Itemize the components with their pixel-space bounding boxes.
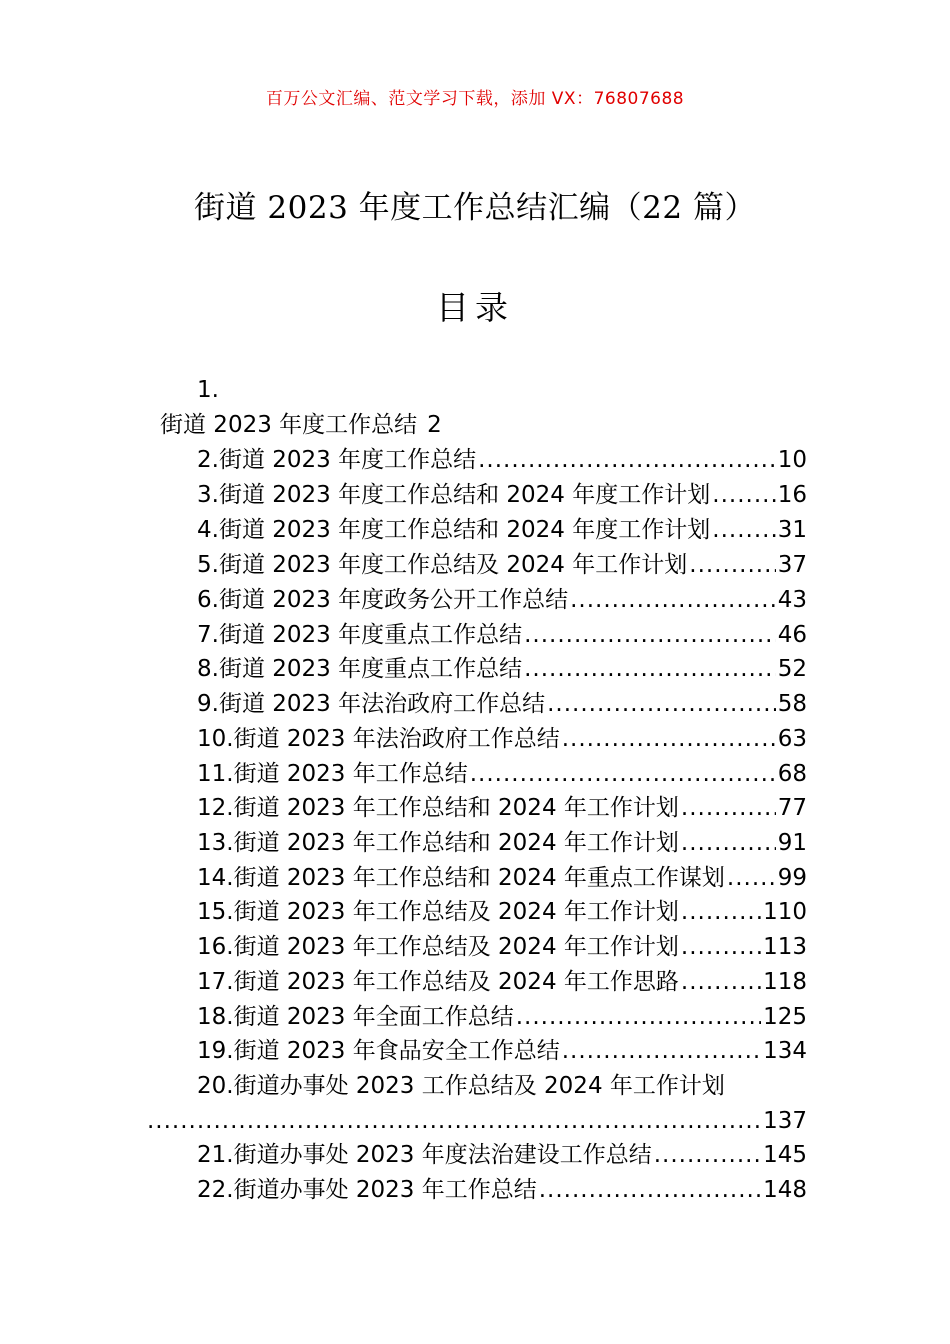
- toc-entry-3[interactable]: [197, 480, 807, 510]
- toc-entry-13[interactable]: [197, 828, 807, 858]
- toc-entry-text: 3.街道 2023 年度工作总结和 2024 年度工作计划: [197, 482, 711, 508]
- toc-entry-page: 31: [777, 517, 807, 543]
- toc-entry-page: 99: [777, 865, 807, 891]
- toc-entry-page: 52: [777, 656, 807, 682]
- toc-entry-15[interactable]: [197, 897, 807, 927]
- toc-entry-text: 12.街道 2023 年工作总结和 2024 年工作计划: [197, 795, 679, 821]
- toc-leader-dots: [712, 480, 775, 510]
- toc-entry-text: 21.街道办事处 2023 年度法治建设工作总结: [197, 1142, 652, 1168]
- toc-entry-text: 6.街道 2023 年度政务公开工作总结: [197, 587, 569, 613]
- toc-entry-page: 10: [777, 447, 807, 473]
- toc-leader-dots: [147, 1106, 761, 1136]
- toc-leader-dots: [562, 1036, 761, 1066]
- promo-banner: 百万公文汇编、范文学习下载，添加 VX：76807688: [265, 89, 685, 109]
- toc-entry-text: 15.街道 2023 年工作总结及 2024 年工作计划: [197, 899, 679, 925]
- toc-entry-page: 134: [763, 1038, 807, 1064]
- toc-entry-text: 11.街道 2023 年工作总结: [197, 761, 468, 787]
- toc-heading: 目录: [436, 288, 514, 327]
- toc-entry-page: 118: [763, 969, 807, 995]
- toc-entry-8[interactable]: [197, 654, 807, 684]
- toc-entry-10[interactable]: [197, 724, 807, 754]
- toc-entry-11[interactable]: [197, 759, 807, 789]
- toc-entry-20-leader[interactable]: [145, 1106, 807, 1136]
- toc-entry-page: 113: [763, 934, 807, 960]
- toc-entry-page: 63: [777, 726, 807, 752]
- toc-entry-text: 13.街道 2023 年工作总结和 2024 年工作计划: [197, 830, 679, 856]
- toc-entry-2[interactable]: [197, 445, 807, 475]
- toc-entry-page: 43: [777, 587, 807, 613]
- toc-entry-page: 110: [763, 899, 807, 925]
- toc-entry-text: 19.街道 2023 年食品安全工作总结: [197, 1038, 560, 1064]
- toc-leader-dots: [727, 863, 776, 893]
- toc-entry-text: 10.街道 2023 年法治政府工作总结: [197, 726, 560, 752]
- toc-leader-dots: [681, 932, 761, 962]
- toc-leader-dots: [524, 620, 776, 650]
- toc-leader-dots: [547, 689, 776, 719]
- toc-entry-1-number: [197, 375, 497, 405]
- toc-leader-dots: [524, 654, 776, 684]
- toc-entry-text: 2.街道 2023 年度工作总结: [197, 447, 477, 473]
- toc-entry-page: 77: [777, 795, 807, 821]
- toc-entry-page: 37: [777, 552, 807, 578]
- toc-entry-page: 16: [777, 482, 807, 508]
- toc-entry-text: 街道 2023 年度工作总结: [160, 412, 418, 438]
- toc-leader-dots: [478, 445, 776, 475]
- toc-entry-16[interactable]: [197, 932, 807, 962]
- toc-leader-dots: [470, 759, 776, 789]
- toc-entry-18[interactable]: [197, 1002, 807, 1032]
- toc-entry-text: 9.街道 2023 年法治政府工作总结: [197, 691, 546, 717]
- toc-entry-5[interactable]: [197, 550, 807, 580]
- toc-entry-1[interactable]: [160, 410, 560, 440]
- toc-leader-dots: [689, 550, 775, 580]
- toc-entry-text: 22.街道办事处 2023 年工作总结: [197, 1177, 537, 1203]
- toc-entry-9[interactable]: [197, 689, 807, 719]
- toc-entry-17[interactable]: [197, 967, 807, 997]
- toc-entry-text: 17.街道 2023 年工作总结及 2024 年工作思路: [197, 969, 679, 995]
- toc-entry-number: 1.: [197, 377, 219, 403]
- toc-entry-6[interactable]: [197, 585, 807, 615]
- toc-leader-dots: [516, 1002, 761, 1032]
- toc-entry-12[interactable]: [197, 793, 807, 823]
- toc-entry-page: 148: [763, 1177, 807, 1203]
- toc-entry-page: 145: [763, 1142, 807, 1168]
- toc-entry-page: 58: [777, 691, 807, 717]
- toc-entry-text: 8.街道 2023 年度重点工作总结: [197, 656, 523, 682]
- toc-entry-page: 91: [777, 830, 807, 856]
- toc-entry-page: 137: [763, 1108, 807, 1134]
- toc-entry-page: 125: [763, 1004, 807, 1030]
- toc-entry-20[interactable]: [197, 1071, 807, 1101]
- toc-entry-text: 18.街道 2023 年全面工作总结: [197, 1004, 514, 1030]
- toc-leader-dots: [681, 828, 776, 858]
- toc-leader-dots: [681, 897, 761, 927]
- toc-entry-7[interactable]: [197, 620, 807, 650]
- toc-entry-text: 4.街道 2023 年度工作总结和 2024 年度工作计划: [197, 517, 711, 543]
- toc-entry-page: 68: [777, 761, 807, 787]
- document-title: 街道 2023 年度工作总结汇编（22 篇）: [194, 190, 756, 226]
- toc-entry-4[interactable]: [197, 515, 807, 545]
- toc-leader-dots: [570, 585, 776, 615]
- toc-entry-text: 7.街道 2023 年度重点工作总结: [197, 622, 523, 648]
- toc-entry-19[interactable]: [197, 1036, 807, 1066]
- toc-leader-dots: [681, 793, 776, 823]
- toc-leader-dots: [539, 1175, 761, 1205]
- toc-entry-text: 14.街道 2023 年工作总结和 2024 年重点工作谋划: [197, 865, 725, 891]
- toc-entry-14[interactable]: [197, 863, 807, 893]
- toc-entry-text: 5.街道 2023 年度工作总结及 2024 年工作计划: [197, 552, 688, 578]
- toc-entry-22[interactable]: [197, 1175, 807, 1205]
- toc-entry-page: 46: [777, 622, 807, 648]
- toc-entry-page: 2: [427, 412, 442, 438]
- toc-entry-text: 20.街道办事处 2023 工作总结及 2024 年工作计划: [197, 1073, 725, 1099]
- toc-entry-21[interactable]: [197, 1140, 807, 1170]
- toc-leader-dots: [712, 515, 775, 545]
- toc-leader-dots: [681, 967, 761, 997]
- toc-leader-dots: [562, 724, 776, 754]
- toc-entry-text: 16.街道 2023 年工作总结及 2024 年工作计划: [197, 934, 679, 960]
- toc-leader-dots: [654, 1140, 761, 1170]
